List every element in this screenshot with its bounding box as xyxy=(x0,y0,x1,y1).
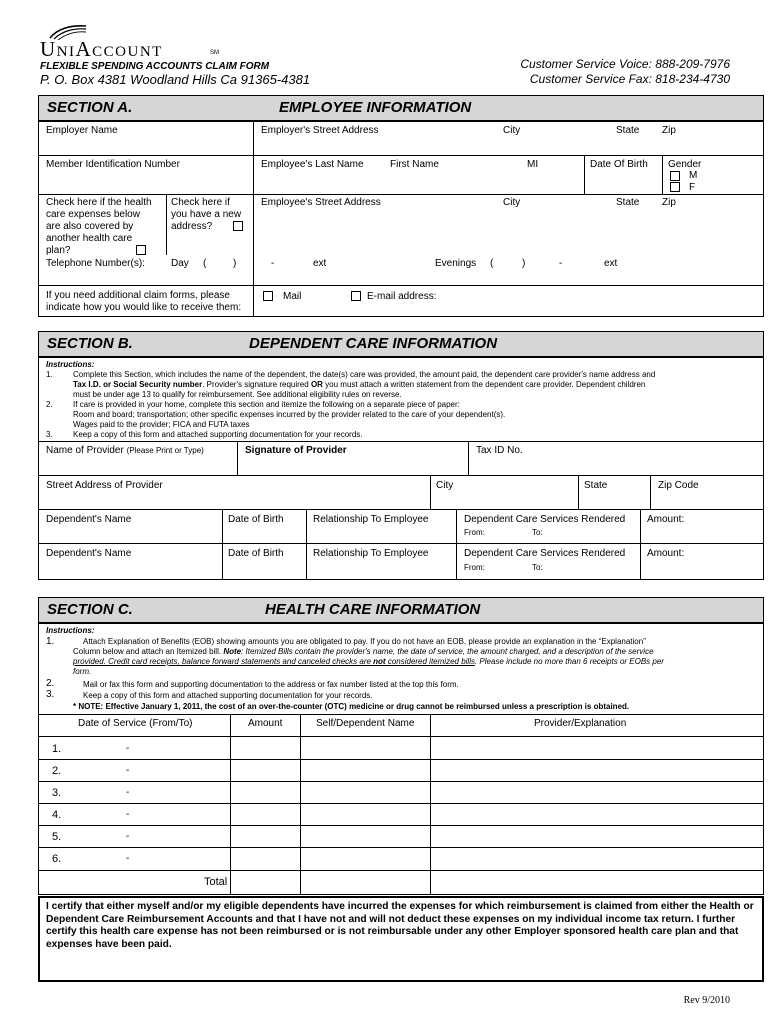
section-b-instruction-1b xyxy=(73,380,655,390)
last-name-label: Employee's Last Name xyxy=(261,159,364,170)
provider-name-label xyxy=(46,445,204,456)
dependent-1-to-label: To: xyxy=(532,528,543,537)
section-c-num1: 1. xyxy=(46,636,55,647)
evenings-dash: - xyxy=(559,258,563,269)
employer-city-label: City xyxy=(503,125,521,136)
section-c-instruction-1a: Attach Explanation of Benefits (EOB) showing amounts you are obligated to pay. If you do not have an EOB, please provide an explanation in the “Explanation” xyxy=(83,637,646,646)
itemized-text: considered itemized bills xyxy=(385,657,475,666)
or-bold: OR xyxy=(310,380,323,389)
section-b-header xyxy=(38,331,764,357)
health-row xyxy=(38,825,764,847)
service-date-input[interactable] xyxy=(68,739,228,757)
gender-f-label: F xyxy=(689,182,696,193)
dependent-1-dob-label: Date of Birth xyxy=(228,514,284,525)
section-c-instruction-2: Mail or fax this form and supporting documentation to the address or fax number listed at the top this form. xyxy=(83,680,459,689)
self-dependent-input[interactable] xyxy=(303,805,427,823)
health-row xyxy=(38,759,764,781)
row-number: 2. xyxy=(52,765,62,777)
amount-input[interactable] xyxy=(233,827,297,845)
service-date-input[interactable] xyxy=(68,761,228,779)
dependent-1-amount-input[interactable] xyxy=(645,526,759,541)
service-date-input[interactable] xyxy=(68,783,228,801)
provider-explanation-input[interactable] xyxy=(433,827,759,845)
provider-city-input[interactable] xyxy=(434,492,574,507)
section-b-title: DEPENDENT CARE INFORMATION xyxy=(249,335,498,352)
dependent-2-amount-label: Amount: xyxy=(647,548,685,559)
day-ext-label: ext xyxy=(313,258,327,269)
evenings-ext-label: ext xyxy=(604,258,618,269)
dependent-1-relationship-input[interactable] xyxy=(311,526,453,541)
certification-text: I certify that either myself and/or my eligible dependents have incurred the expenses for which reimbursement is claimed from either the Health or Dependent Care Reimbursement Accounts and that I have not and will not deduct these expenses on my individual income tax return. I further certify this health care expense has not been reimbursed or is not reimbursable under any other Employer sponsored health care plan and that expenses have been paid. xyxy=(46,901,754,950)
provider-explanation-input[interactable] xyxy=(433,739,759,757)
gender-m-checkbox[interactable] xyxy=(670,171,680,181)
mail-checkbox[interactable] xyxy=(263,291,273,301)
dob-label: Date Of Birth xyxy=(590,159,648,170)
claim-forms-line1: If you need additional claim forms, please xyxy=(46,290,230,301)
provider-explanation-input[interactable] xyxy=(433,761,759,779)
col-self-header: Self/Dependent Name xyxy=(316,718,415,729)
provider-state-input[interactable] xyxy=(582,492,646,507)
tax-id-bold: Tax I.D. or Social Security number xyxy=(73,380,203,389)
section-c-instruction-3: Keep a copy of this form and attached supporting documentation for your records. xyxy=(83,691,373,700)
sig-required-text: . Provider's signature required xyxy=(202,380,311,389)
row-number: 5. xyxy=(52,831,62,843)
dependent-1-services-label: Dependent Care Services Rendered xyxy=(464,514,626,525)
employee-state-label: State xyxy=(616,197,640,208)
dependent-2-services-label: Dependent Care Services Rendered xyxy=(464,548,626,559)
provider-street-label: Street Address of Provider xyxy=(46,480,163,491)
day-phone-input[interactable] xyxy=(209,270,429,284)
company-address: P. O. Box 4381 Woodland Hills Ca 91365-4381 xyxy=(40,72,311,87)
tax-id-label: Tax ID No. xyxy=(476,445,523,456)
service-date-input[interactable] xyxy=(68,827,228,845)
employer-name-label: Employer Name xyxy=(46,125,118,136)
statement-text: you must attach a written statement from the dependent care provider. Dependent children xyxy=(322,380,646,389)
gender-m-label: M xyxy=(689,170,698,181)
health-row xyxy=(38,803,764,825)
date-range-dash: - xyxy=(126,831,130,842)
section-a-title: EMPLOYEE INFORMATION xyxy=(279,99,472,116)
new-address-line3: address? xyxy=(171,221,213,232)
section-c-num3: 3. xyxy=(46,689,55,700)
note-text: : Itemized Bills contain the provider's name, the date of service, the amount charged, and a description of the service xyxy=(241,647,654,656)
section-b-instruction-1c: must be under age 13 to qualify for reimbursement. See additional eligibility rules on reverse. xyxy=(73,390,402,399)
provider-explanation-input[interactable] xyxy=(433,849,759,867)
day-paren-close: ) xyxy=(233,258,237,269)
total-row xyxy=(38,871,764,895)
dependent-1-from-label: From: xyxy=(464,528,485,537)
employer-street-label: Employer's Street Address xyxy=(261,125,379,136)
dependent-2-name-label: Dependent's Name xyxy=(46,548,132,559)
employee-zip-label: Zip xyxy=(662,197,676,208)
section-b-instruction-2c: Wages paid to the provider; FICA and FUTA taxes xyxy=(73,420,250,429)
col-provider-header: Provider/Explanation xyxy=(534,718,627,729)
certification-box xyxy=(38,896,764,982)
other-coverage-line1: Check here if the health xyxy=(46,197,152,208)
section-b-instruction-2 xyxy=(73,400,505,430)
provider-zip-label: Zip Code xyxy=(658,480,699,491)
member-id-input[interactable] xyxy=(44,174,249,190)
dependent-2-name-input[interactable] xyxy=(44,561,218,576)
gender-f-checkbox[interactable] xyxy=(670,182,680,192)
email-label: E-mail address: xyxy=(367,291,437,302)
date-range-dash: - xyxy=(126,743,130,754)
section-c-instruction-1c xyxy=(73,657,664,667)
first-name-label: First Name xyxy=(390,159,439,170)
date-range-dash: - xyxy=(126,787,130,798)
provider-explanation-input[interactable] xyxy=(433,805,759,823)
amount-input[interactable] xyxy=(233,783,297,801)
claim-forms-question xyxy=(46,290,241,314)
section-c-title: HEALTH CARE INFORMATION xyxy=(265,601,481,618)
section-b-instruction-1 xyxy=(73,370,655,400)
employer-zip-label: Zip xyxy=(662,125,676,136)
dob-input[interactable] xyxy=(588,174,658,190)
section-b-instructions-heading: Instructions: xyxy=(46,360,95,369)
health-row xyxy=(38,847,764,869)
evening-phone-input[interactable] xyxy=(496,270,756,284)
itemized-bill-text: Column below and attach an Itemized bill. xyxy=(73,647,224,656)
email-input[interactable] xyxy=(442,289,758,303)
telephone-label: Telephone Number(s): xyxy=(46,258,145,269)
new-address-line2: you have a new xyxy=(171,209,242,220)
new-address-line1: Check here if xyxy=(171,197,230,208)
revision-label: Rev 9/2010 xyxy=(683,995,730,1006)
total-amount-input[interactable] xyxy=(233,874,297,892)
section-b-num3: 3. xyxy=(46,430,53,439)
dependent-1-dob-input[interactable] xyxy=(226,526,302,541)
claim-forms-line2: indicate how you would like to receive them: xyxy=(46,302,242,313)
dependent-1-relationship-label: Relationship To Employee xyxy=(313,514,429,525)
dependent-1-name-input[interactable] xyxy=(44,526,218,541)
provider-explanation-input[interactable] xyxy=(433,783,759,801)
section-c-instructions-heading: Instructions: xyxy=(46,626,95,635)
service-fax: Customer Service Fax: 818-234-4730 xyxy=(529,72,730,86)
form-title: FLEXIBLE SPENDING ACCOUNTS CLAIM FORM xyxy=(40,61,270,72)
amount-input[interactable] xyxy=(233,805,297,823)
employee-street-label: Employee's Street Address xyxy=(261,197,381,208)
row-number: 3. xyxy=(52,787,62,799)
otc-note: * NOTE: Effective January 1, 2011, the cost of an over-the-counter (OTC) medicine or drug cannot be reimbursed unless a prescription is obtained. xyxy=(73,702,630,711)
evenings-paren-open: ( xyxy=(490,258,494,269)
mi-label: MI xyxy=(527,159,539,170)
dependent-2-amount-input[interactable] xyxy=(645,561,759,576)
section-b-instruction-2a: If care is provided in your home, complete this section and itemize the following on a separate piece of paper: xyxy=(73,400,460,409)
section-b-instruction-3: Keep a copy of this form and attached supporting documentation for your records. xyxy=(73,430,363,439)
self-dependent-input[interactable] xyxy=(303,739,427,757)
provider-street-input[interactable] xyxy=(44,492,426,507)
other-coverage-line3: are also covered by xyxy=(46,221,134,232)
provider-name-note: (Please Print or Type) xyxy=(126,446,204,455)
credit-card-text: provided. Credit card receipts, balance forward statements and canceled checks are xyxy=(73,657,374,666)
amount-input[interactable] xyxy=(233,761,297,779)
col-amount-header: Amount xyxy=(248,718,283,729)
self-dependent-input[interactable] xyxy=(303,783,427,801)
day-dash: - xyxy=(271,258,275,269)
employer-street-input[interactable] xyxy=(259,138,759,153)
employer-state-label: State xyxy=(616,125,640,136)
dependent-2-relationship-input[interactable] xyxy=(311,561,453,576)
day-label: Day xyxy=(171,258,189,269)
section-c-instruction-1 xyxy=(73,637,664,677)
tax-id-input[interactable] xyxy=(474,458,759,473)
other-coverage-line4: another health care xyxy=(46,233,133,244)
section-c-header xyxy=(38,597,764,623)
logo-sm: SM xyxy=(210,50,219,56)
provider-city-label: City xyxy=(436,480,454,491)
section-a-header xyxy=(38,95,764,121)
logo xyxy=(38,24,223,60)
health-row xyxy=(38,781,764,803)
amount-input[interactable] xyxy=(233,849,297,867)
section-b-num2: 2. xyxy=(46,400,53,409)
provider-state-label: State xyxy=(584,480,608,491)
row-number: 6. xyxy=(52,853,62,865)
employer-name-input[interactable] xyxy=(44,138,249,153)
not-bold: not xyxy=(373,657,386,666)
other-coverage-line5: plan? xyxy=(46,245,71,256)
section-c-instruction-1b xyxy=(73,647,664,657)
dependent-2-dob-label: Date of Birth xyxy=(228,548,284,559)
row-number: 1. xyxy=(52,743,62,755)
section-b-instructions xyxy=(46,360,760,370)
provider-signature-label: Signature of Provider xyxy=(245,445,347,456)
section-b-instruction-2b: Room and board; transportation; other specific expenses incurred by the provider related to the care of your dependent(s). xyxy=(73,410,506,419)
gender-label: Gender xyxy=(668,159,702,170)
other-coverage-checkbox[interactable] xyxy=(136,245,146,255)
provider-name-input[interactable] xyxy=(44,458,233,473)
section-a-label: SECTION A. xyxy=(47,99,133,116)
date-range-dash: - xyxy=(126,765,130,776)
section-c-label: SECTION C. xyxy=(47,601,133,618)
employee-city-label: City xyxy=(503,197,521,208)
email-checkbox[interactable] xyxy=(351,291,361,301)
employee-street-input[interactable] xyxy=(259,212,759,252)
total-label: Total xyxy=(204,876,228,888)
other-coverage-line2: care expenses below xyxy=(46,209,140,220)
self-dependent-input[interactable] xyxy=(303,849,427,867)
day-paren-open: ( xyxy=(203,258,207,269)
evenings-label: Evenings xyxy=(435,258,477,269)
new-address-checkbox[interactable] xyxy=(233,221,243,231)
evenings-paren-close: ) xyxy=(522,258,526,269)
row-number: 4. xyxy=(52,809,62,821)
employee-name-input[interactable] xyxy=(259,174,579,190)
section-b-label: SECTION B. xyxy=(47,335,133,352)
dependent-2-to-label: To: xyxy=(532,563,543,572)
logo-text: UniAccount xyxy=(40,37,163,61)
member-id-label: Member Identification Number xyxy=(46,159,180,170)
service-voice: Customer Service Voice: 888-209-7976 xyxy=(520,57,730,71)
date-range-dash: - xyxy=(126,809,130,820)
amount-input[interactable] xyxy=(233,739,297,757)
date-range-dash: - xyxy=(126,853,130,864)
dependent-2-relationship-label: Relationship To Employee xyxy=(313,548,429,559)
self-dependent-input[interactable] xyxy=(303,761,427,779)
new-address-question xyxy=(171,197,241,233)
health-row xyxy=(38,737,764,759)
section-c-num2: 2. xyxy=(46,678,55,689)
section-b-num1: 1. xyxy=(46,370,53,379)
mail-label: Mail xyxy=(283,291,302,302)
service-date-input[interactable] xyxy=(68,849,228,867)
dependent-2-dob-input[interactable] xyxy=(226,561,302,576)
receipts-limit-text: . Please include no more than 6 receipts or EOBs per xyxy=(474,657,664,666)
provider-signature-field[interactable] xyxy=(243,458,464,473)
provider-zip-input[interactable] xyxy=(656,492,760,507)
col-date-header: Date of Service (From/To) xyxy=(78,718,193,729)
section-b-instruction-1a: Complete this Section, which includes the name of the dependent, the date(s) care was provided, the amount paid, the dependent care provider's name address and xyxy=(73,370,656,379)
dependent-1-name-label: Dependent's Name xyxy=(46,514,132,525)
service-date-input[interactable] xyxy=(68,805,228,823)
provider-name-text: Name of Provider xyxy=(46,445,124,456)
dependent-1-amount-label: Amount: xyxy=(647,514,685,525)
note-bold: Note xyxy=(223,647,242,656)
dependent-2-from-label: From: xyxy=(464,563,485,572)
section-c-instruction-1d: form. xyxy=(73,667,92,676)
self-dependent-input[interactable] xyxy=(303,827,427,845)
